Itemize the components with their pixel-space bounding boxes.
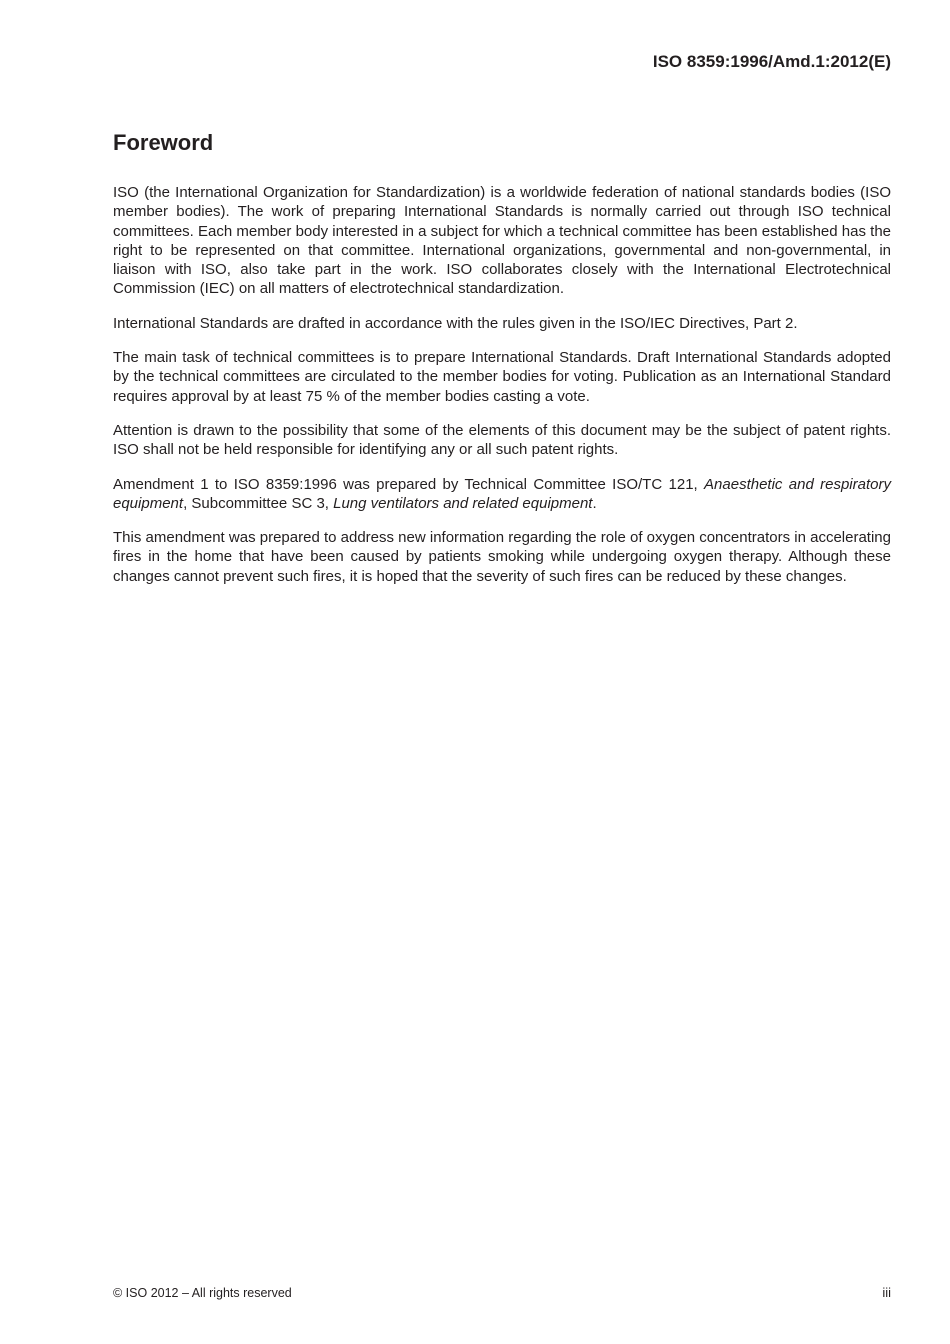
page-number: iii bbox=[882, 1285, 891, 1300]
paragraph-directives: International Standards are drafted in accordance with the rules given in the ISO/IEC Directives, Part 2. bbox=[113, 314, 798, 332]
document-identifier: ISO 8359:1996/Amd.1:2012(E) bbox=[652, 52, 891, 71]
subcommittee-title: Lung ventilators and related equipment bbox=[333, 494, 593, 512]
amendment-text-2: , Subcommittee SC 3, bbox=[183, 494, 334, 512]
paragraph-patent-rights: Attention is drawn to the possibility that some of the elements of this document may be the subject of patent rights. ISO shall not be held responsible for identifying any or all such patent rights. bbox=[113, 421, 891, 459]
paragraph-amendment-origin bbox=[113, 475, 891, 514]
paragraph-amendment-purpose: This amendment was prepared to address new information regarding the role of oxygen concentrators in accelerating fires in the home that have been caused by patients smoking while undergoing oxygen therapy. Although these changes cannot prevent such fires, it is hoped that the severity of such fires can be reduced by these changes. bbox=[113, 529, 891, 585]
foreword-body bbox=[113, 183, 891, 601]
amendment-text-1: Amendment 1 to ISO 8359:1996 was prepared by Technical Committee ISO/TC 121, bbox=[113, 475, 705, 493]
paragraph-iso-intro: ISO (the International Organization for Standardization) is a worldwide federation of national standards bodies (ISO member bodies). The work of preparing International Standards is normally carried out through ISO technical committees. Each member body interested in a subject for which a technical committee has been established has the right to be represented on that committee. International organizations, governmental and non-governmental, in liaison with ISO, also take part in the work. ISO collaborates closely with the International Electrotechnical Commission (IEC) on all matters of electrotechnical standardization. bbox=[113, 184, 891, 298]
section-title: Foreword bbox=[113, 130, 214, 155]
amendment-text-3: . bbox=[592, 494, 597, 512]
committee-title: Anaesthetic and respiratory equipment bbox=[113, 475, 891, 512]
copyright-notice: © ISO 2012 – All rights reserved bbox=[113, 1286, 292, 1300]
paragraph-committee-task: The main task of technical committees is to prepare International Standards. Draft International Standards adopted by the technical committees are circulated to the member bodies for voting. Publication as an International Standard requires approval by at least 75 % of the member bodies casting a vote. bbox=[113, 349, 891, 405]
